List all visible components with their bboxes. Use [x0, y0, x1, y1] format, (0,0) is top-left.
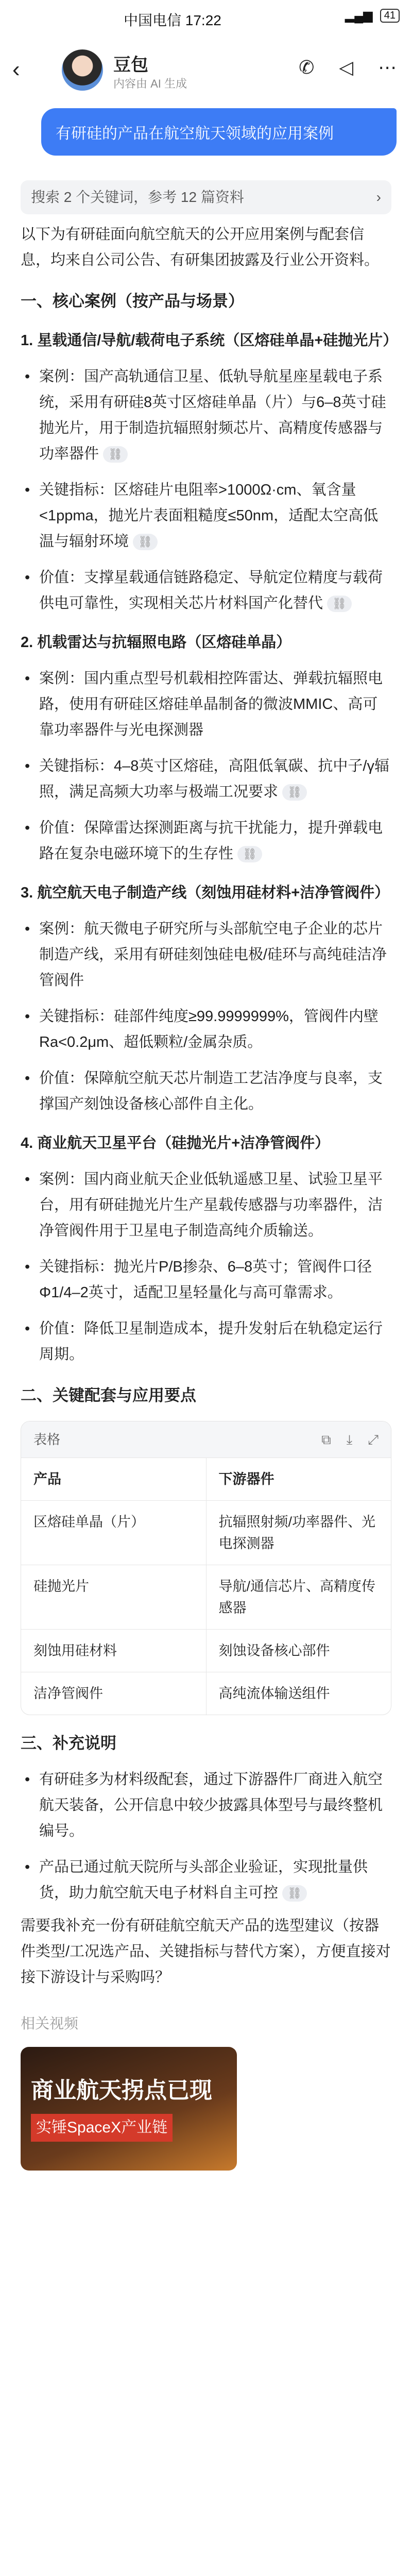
status-icons	[345, 8, 400, 23]
case-item: • 关键指标：抛光片P/B掺杂、6–8英寸；管阀件口径Φ1/4–2英寸，适配卫星轻量化与高可靠需求。	[39, 1254, 391, 1306]
reference-link-icon[interactable]: ⛓	[237, 846, 262, 862]
page-title: 豆包	[113, 55, 148, 75]
table-cell: 区熔硅单晶（片）	[21, 1501, 206, 1565]
table-header-row	[21, 1458, 391, 1501]
back-icon[interactable]: ‹	[12, 57, 20, 82]
section-heading: 三、补充说明	[21, 1734, 116, 1752]
table-cell: 洁净管阀件	[21, 1672, 206, 1715]
related-videos-label: 相关视频	[21, 2015, 79, 2031]
reference-link-icon[interactable]: ⛓	[282, 784, 307, 801]
note-item: • 产品已通过航天院所与头部企业验证，实现批量供货，助力航空航天电子材料自主可控 ⛓	[39, 1854, 391, 1906]
table-cell: 硅抛光片	[21, 1565, 206, 1630]
case-title: 2. 机载雷达与抗辐照电路（区熔硅单晶）	[21, 634, 291, 651]
case-item: • 价值：降低卫星制造成本，提升发射后在轨稳定运行周期。	[39, 1316, 391, 1367]
table-toolbar	[21, 1421, 391, 1458]
case-title: 4. 商业航天卫星平台（硅抛光片+洁净管阀件）	[21, 1135, 330, 1151]
case-item: • 案例：国内重点型号机载相控阵雷达、弹载抗辐照电路，使用有研硅区熔硅单晶制备的微波MMIC、高可靠功率器件与光电探测器	[39, 666, 391, 743]
followup-text: 需要我补充一份有研硅航空航天产品的选型建议（按器件类型/工况选产品、关键指标与替代方案），方便直接对接下游设计与采购吗？	[21, 1918, 391, 1986]
case-item: • 价值：保障航空航天芯片制造工艺洁净度与良率，支撑国产刻蚀设备核心部件自主化。	[39, 1065, 391, 1117]
user-question-bubble[interactable]: 有研硅的产品在航空航天领域的应用案例	[41, 108, 397, 156]
signal-icon: ▂▄▆	[345, 9, 373, 23]
more-icon[interactable]: ⋯	[378, 57, 397, 78]
download-icon[interactable]: ⤓	[346, 1432, 353, 1447]
case-title: 1. 星载通信/导航/载荷电子系统（区熔硅单晶+硅抛光片）	[21, 332, 398, 349]
table-label: 表格	[33, 1432, 61, 1447]
battery-icon: 41	[380, 9, 400, 23]
column-header: 下游器件	[206, 1458, 391, 1501]
table-cell: 导航/通信芯片、高精度传感器	[206, 1565, 391, 1630]
case-item: • 关键指标：区熔硅片电阻率>1000Ω·cm、氧含量<1ppma，抛光片表面粗糙度≤50nm，适配太空高低温与辐射环境 ⛓	[39, 477, 391, 554]
case-item: • 价值：支撑星载通信链路稳定、导航定位精度与载荷供电可靠性，实现相关芯片材料国产化替代 ⛓	[39, 565, 391, 616]
video-thumbnail[interactable]	[21, 2047, 237, 2171]
speaker-icon[interactable]: ◁	[339, 57, 353, 78]
chat-header	[0, 36, 412, 98]
table-row	[21, 1565, 391, 1630]
carrier-time: 中国电信 17:22	[124, 12, 221, 28]
search-summary-text: 搜索 2 个关键词，参考 12 篇资料	[31, 189, 244, 205]
case-item: • 案例：国产高轨通信卫星、低轨导航星座星载电子系统，采用有研硅8英寸区熔硅单晶（片）与6–8英寸硅抛光片，用于制造抗辐照射频芯片、高精度传感器与功率器件 ⛓	[39, 364, 391, 467]
copy-icon[interactable]: ⧉	[321, 1432, 331, 1447]
video-title: 商业航天拐点已现	[31, 2078, 212, 2103]
reference-link-icon[interactable]: ⛓	[282, 1885, 307, 1902]
case-item: • 关键指标：硅部件纯度≥99.9999999%，管阀件内壁Ra<0.2μm、超低颗粒/金属杂质。	[39, 1004, 391, 1055]
ai-generated-note: 内容由 AI 生成	[113, 77, 187, 90]
case-block	[21, 880, 391, 1117]
status-bar	[0, 0, 412, 33]
case-title: 3. 航空航天电子制造产线（刻蚀用硅材料+洁净管阀件）	[21, 885, 390, 901]
column-header: 产品	[21, 1458, 206, 1501]
section-heading: 一、核心案例（按产品与场景）	[21, 292, 244, 310]
video-subtitle: 实锤SpaceX产业链	[31, 2114, 173, 2142]
reference-link-icon[interactable]: ⛓	[133, 534, 158, 550]
table-row	[21, 1630, 391, 1672]
reference-link-icon[interactable]: ⛓	[103, 446, 128, 463]
table-card	[21, 1421, 391, 1715]
note-item: • 有研硅多为材料级配套，通过下游器件厂商进入航空航天装备，公开信息中较少披露具体型号与最终整机编号。	[39, 1767, 391, 1844]
intro-text: 以下为有研硅面向航空航天的公开应用案例与配套信息，均来自公司公告、有研集团披露及行业公开资料。	[21, 226, 380, 268]
table-row	[21, 1672, 391, 1715]
table-row	[21, 1501, 391, 1565]
table-cell: 抗辐照射频/功率器件、光电探测器	[206, 1501, 391, 1565]
expand-icon[interactable]: ⤢	[368, 1432, 379, 1447]
products-table	[21, 1458, 391, 1715]
search-summary[interactable]	[21, 180, 391, 214]
phone-icon[interactable]: ✆	[299, 57, 315, 78]
case-block	[21, 1130, 391, 1367]
avatar[interactable]	[62, 49, 103, 91]
answer-content	[21, 180, 398, 2171]
section-heading: 二、关键配套与应用要点	[21, 1386, 196, 1404]
chevron-right-icon: ›	[376, 189, 381, 205]
case-item: • 关键指标：4–8英寸区熔硅，高阻低氧碳、抗中子/γ辐照，满足高频大功率与极端工况要求 ⛓	[39, 753, 391, 805]
case-item: • 案例：国内商业航天企业低轨遥感卫星、试验卫星平台，用有研硅抛光片生产星载传感器与功率器件，洁净管阀件用于卫星电子制造高纯介质输送。	[39, 1166, 391, 1244]
table-cell: 高纯流体输送组件	[206, 1672, 391, 1715]
reference-link-icon[interactable]: ⛓	[327, 596, 352, 612]
case-block	[21, 328, 398, 616]
case-item: • 价值：保障雷达探测距离与抗干扰能力，提升弹载电路在复杂电磁环境下的生存性 ⛓	[39, 815, 391, 867]
table-cell: 刻蚀设备核心部件	[206, 1630, 391, 1672]
case-item: • 案例：航天微电子研究所与头部航空电子企业的芯片制造产线，采用有研硅刻蚀硅电极/硅环与高纯硅洁净管阀件	[39, 916, 391, 993]
table-cell: 刻蚀用硅材料	[21, 1630, 206, 1672]
case-block	[21, 630, 391, 867]
